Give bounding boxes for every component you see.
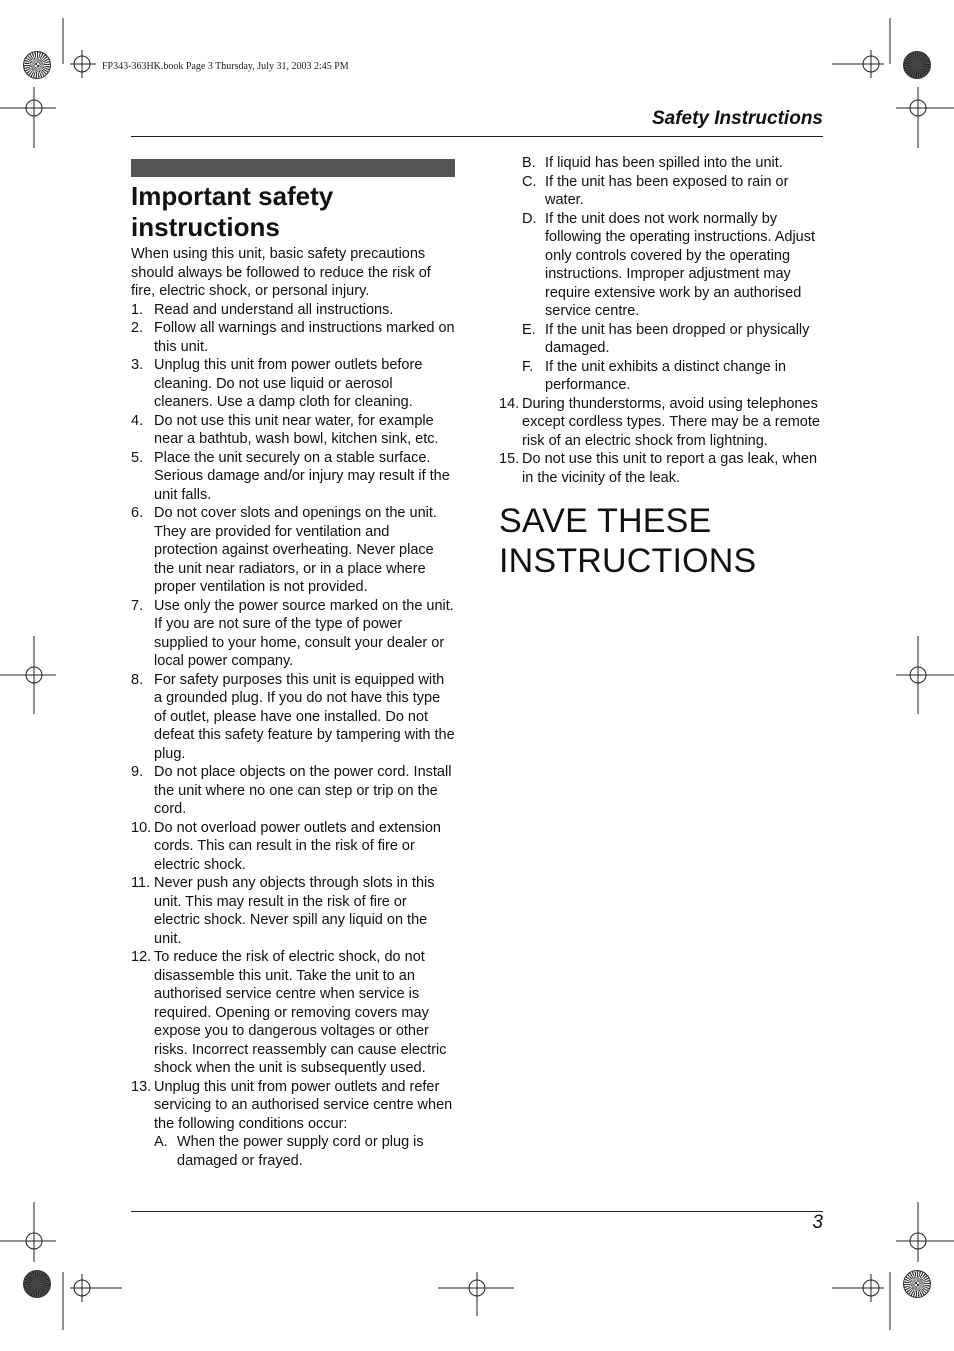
list-item: 8. For safety purposes this unit is equipped with a grounded plug. If you do not have this type of outlet, please have one installed. Do not defeat this safety feature by tampering with the plug.: [131, 671, 455, 762]
page-number: 3: [812, 1212, 823, 1233]
header-rule: [131, 136, 823, 137]
running-head: Safety Instructions: [651, 108, 823, 129]
list-item: 13. Unplug this unit from power outlets and refer servicing to an authorised service centre when the following conditions occur: A. When the power supply cord or plug is damaged or frayed.: [131, 1078, 455, 1171]
condition-sublist: [154, 1133, 455, 1170]
sub-list-item: E. If the unit has been dropped or physically damaged.: [522, 321, 810, 356]
save-instructions-callout: [499, 501, 825, 581]
list-item: 3. Unplug this unit from power outlets before cleaning. Do not use liquid or aerosol cleaners. Use a damp cloth for cleaning.: [131, 357, 423, 410]
list-item: 14. During thunderstorms, avoid using telephones except cordless types. There may be a remote risk of an electric shock from lightning.: [499, 395, 820, 449]
list-item: 12. To reduce the risk of electric shock, do not disassemble this unit. Take the unit to an authorised service centre when service is required. Opening or removing covers may expose you to dangerous voltages or other risks. Incorrect reassembly can cause electric shock when the unit is subsequently used.: [131, 949, 447, 1076]
sub-list-item: D. If the unit does not work normally by following the operating instructions. Adjust only controls covered by the operating instructions. Improper adjustment may require extensive work by an authorised service centre.: [522, 210, 816, 319]
sub-list-item: F. If the unit exhibits a distinct change in performance.: [522, 358, 787, 393]
list-item: 9. Do not place objects on the power cord. Install the unit where no one can step or trip on the cord.: [131, 764, 452, 817]
instruction-list: [131, 301, 455, 1171]
right-column: [499, 154, 825, 581]
intro-paragraph: When using this unit, basic safety precautions should always be followed to reduce the risk of fire, electric shock, or personal injury.: [131, 246, 431, 299]
print-job-label: FP343-363HK.book Page 3 Thursday, July 31, 2003 2:45 PM: [102, 61, 349, 72]
save-line-1: SAVE THESE: [499, 502, 712, 540]
list-item: 1. Read and understand all instructions.: [131, 301, 394, 318]
list-item: 11. Never push any objects through slots in this unit. This may result in the risk of fire or electric shock. Never spill any liquid on the unit.: [131, 875, 435, 947]
sub-list-item: C. If the unit has been exposed to rain or water.: [522, 173, 789, 208]
list-item: 6. Do not cover slots and openings on the unit. They are provided for ventilation and protection against overheating. Never place the unit near radiators, or in a place where proper ventilation is not provided.: [131, 505, 437, 595]
list-item: 4. Do not use this unit near water, for example near a bathtub, wash bowl, kitchen sink, etc.: [131, 412, 439, 447]
section-heading: Important safety instructions: [131, 181, 334, 242]
instruction-list-continued: [499, 154, 825, 487]
save-line-2: INSTRUCTIONS: [499, 542, 757, 580]
footer-rule: [131, 1211, 823, 1212]
list-item: 7. Use only the power source marked on the unit. If you are not sure of the type of power supplied to your home, consult your dealer or local power company.: [131, 597, 454, 669]
list-item: 10. Do not overload power outlets and extension cords. This can result in the risk of fire or electric shock.: [131, 819, 441, 873]
sub-list-continuation: [499, 154, 825, 395]
list-item: 2. Follow all warnings and instructions marked on this unit.: [131, 320, 455, 355]
list-item: 5. Place the unit securely on a stable surface. Serious damage and/or injury may result if the unit falls.: [131, 449, 450, 503]
section-bar: [131, 159, 455, 177]
list-item: 15. Do not use this unit to report a gas leak, when in the vicinity of the leak.: [499, 451, 818, 486]
sub-list-item: B. If liquid has been spilled into the unit.: [522, 155, 783, 171]
sub-list-item: A. When the power supply cord or plug is damaged or frayed.: [154, 1134, 424, 1169]
left-column: [131, 159, 455, 1170]
condition-sublist: [522, 154, 825, 395]
